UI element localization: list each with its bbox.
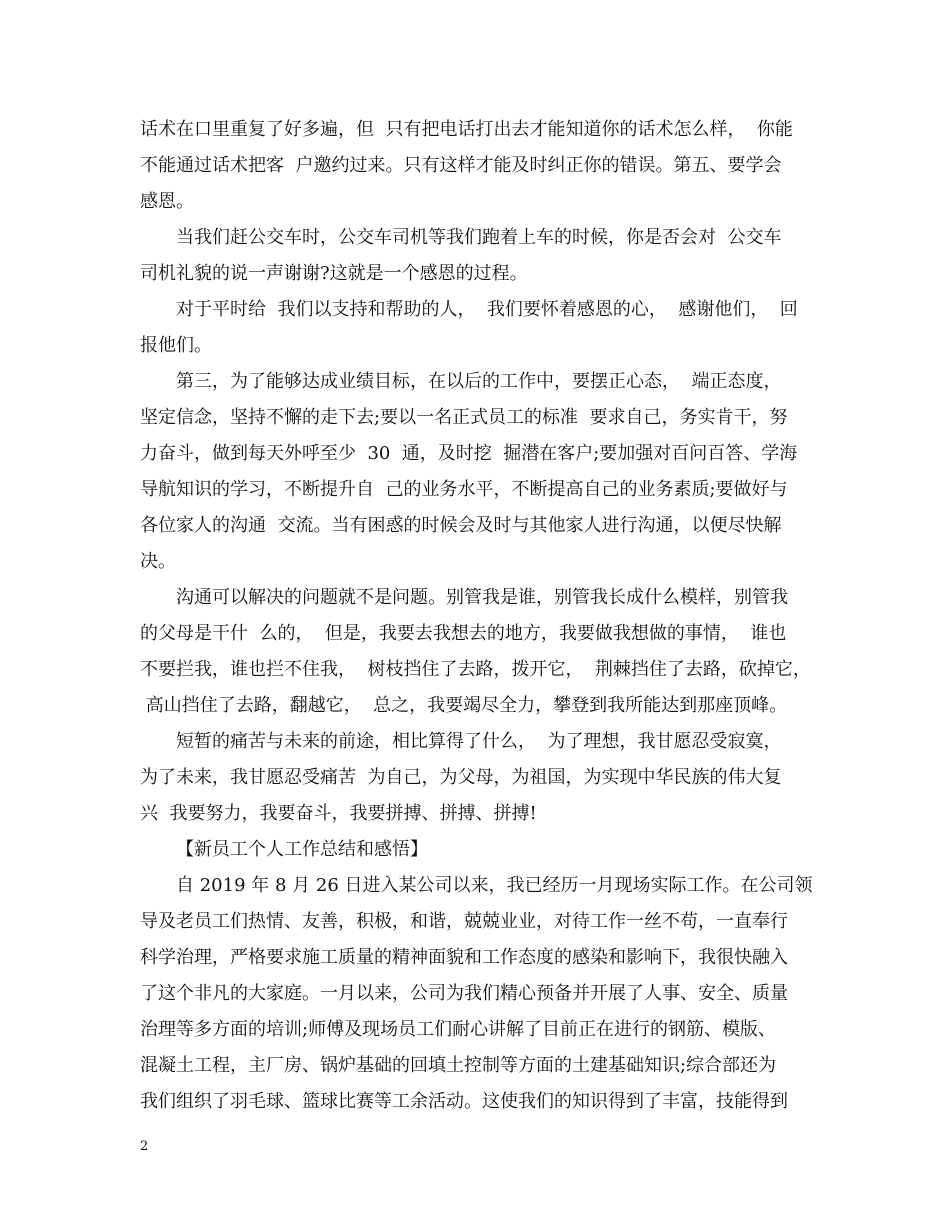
page-number: 2 <box>140 1139 149 1154</box>
text-line: 了这个非凡的大家庭。一月以来，公司为我们精心预备并开展了人事、安全、质量 <box>140 983 788 1004</box>
text-line: 短暂的痛苦与未来的前途，相比算得了什么， 为了理想，我甘愿忍受寂寞， <box>176 731 782 752</box>
section-heading: 【新员工个人工作总结和感悟】 <box>176 839 428 860</box>
text-line: 司机礼貌的说一声谢谢?这就是一个感恩的过程。 <box>140 263 528 284</box>
text-line: 不能通过话术把客 户邀约过来。只有这样才能及时纠正你的错误。第五、要学会 <box>140 155 782 176</box>
text-line: 为了未来，我甘愿忍受痛苦 为自己，为父母，为祖国，为实现中华民族的伟大复 <box>140 767 782 788</box>
text-line: 对于平时给 我们以支持和帮助的人， 我们要怀着感恩的心， 感谢他们， 回 <box>176 299 798 320</box>
text-line: 感恩。 <box>140 191 194 212</box>
text-line: 兴 我要努力，我要奋斗，我要拼搏、拼搏、拼搏! <box>140 803 537 824</box>
text-line: 坚定信念，坚持不懈的走下去;要以一名正式员工的标准 要求自己，务实肯干，努 <box>140 407 788 428</box>
text-line: 混凝土工程，主厂房、锅炉基础的回填土控制等方面的土建基础知识;综合部还为 <box>140 1055 777 1076</box>
text-line: 话术在口里重复了好多遍，但 只有把电话打出去才能知道你的话术怎么样， 你能 <box>140 119 793 140</box>
text-line: 力奋斗，做到每天外呼至少 30 通，及时挖 掘潜在客户;要加强对百问百答、学海 <box>140 443 798 464</box>
text-line: 治理等多方面的培训;师傅及现场员工们耐心讲解了目前正在进行的钢筋、模版、 <box>140 1019 777 1040</box>
text-line: 当我们赶公交车时，公交车司机等我们跑着上车的时候，你是否会对 公交车 <box>176 227 782 248</box>
text-line: 导航知识的学习，不断提升自 己的业务水平，不断提高自己的业务素质;要做好与 <box>140 479 788 500</box>
text-line: 的父母是干什 么的， 但是，我要去我想去的地方，我要做我想做的事情， 谁也 <box>140 623 787 644</box>
text-line: 各位家人的沟通 交流。当有困惑的时候会及时与其他家人进行沟通，以便尽快解 <box>140 515 782 536</box>
text-line: 决。 <box>140 551 176 572</box>
text-line: 导及老员工们热情、友善，积极，和谐，兢兢业业，对待工作一丝不苟，一直奉行 <box>140 911 788 932</box>
text-line: 我们组织了羽毛球、篮球比赛等工余活动。这使我们的知识得到了丰富，技能得到 <box>140 1091 788 1112</box>
text-line: 沟通可以解决的问题就不是问题。别管我是谁，别管我长成什么模样，别管我 <box>176 587 788 608</box>
text-line: 不要拦我，谁也拦不住我， 树枝挡住了去路，拨开它， 荆棘挡住了去路，砍掉它， <box>140 659 811 680</box>
text-line: 第三，为了能够达成业绩目标，在以后的工作中，要摆正心态， 端正态度， <box>176 371 782 392</box>
text-line: 高山挡住了去路，翻越它， 总之，我要竭尽全力，攀登到我所能达到那座顶峰。 <box>140 695 788 716</box>
text-line: 科学治理，严格要求施工质量的精神面貌和工作态度的感染和影响下，我很快融入 <box>140 947 788 968</box>
text-line: 报他们。 <box>140 335 212 356</box>
text-line: 自 2019 年 8 月 26 日进入某公司以来，我已经历一月现场实际工作。在公司领 <box>176 875 813 896</box>
